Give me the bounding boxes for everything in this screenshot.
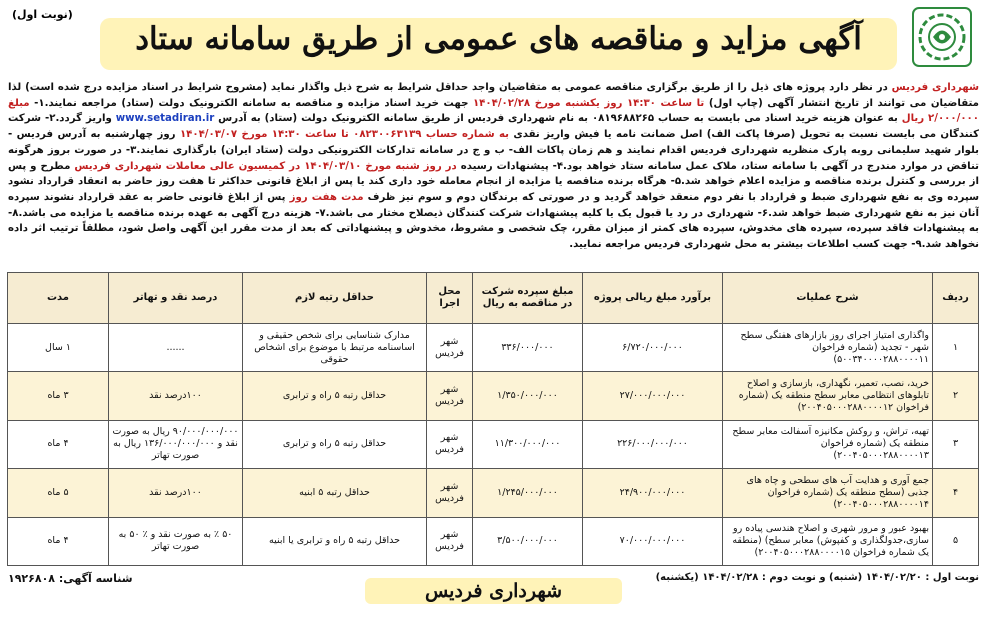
- intro-fee: مبلغ ۲/۰۰۰/۰۰۰ ریال: [8, 97, 979, 125]
- cell-operation: بهبود عبور و مرور شهری و اصلاح هندسی پیاده رو سازی،جدولگذاری و کفپوش) معابر سطح) (منطقه یک شماره فراخوان ۲۰۰۴۰۵۰۰۰۲۸۸۰۰۰۰۱۵): [723, 517, 933, 565]
- edition-label: (نوبت اول): [12, 8, 73, 21]
- cell-deposit: ۳/۵۰۰/۰۰۰/۰۰۰: [473, 517, 583, 565]
- table-row: [8, 420, 979, 468]
- cell-operation: واگذاری امتیاز اجرای روز بازارهای هفتگی سطح شهر - تجدید (شماره فراخوان ۵۰۰۳۴۰۰۰۰۲۸۸۰۰۰۰۱۱): [723, 324, 933, 372]
- header-estimate: برآورد مبلغ ریالی پروژه: [583, 273, 723, 324]
- cell-deposit: ۱۱/۳۰۰/۰۰۰/۰۰۰: [473, 420, 583, 468]
- intro-text: جهت خرید اسناد مزایده و مناقصه به سامانه الکترونیک دولت (ستاد) مراجعه نمایند.۱-: [29, 97, 473, 109]
- publication-dates: نوبت اول : ۱۴۰۴/۰۲/۲۰ (شنبه) و نوبت دوم : ۱۴۰۴/۰۲/۲۸ (یکشنبه): [655, 572, 979, 583]
- cell-estimate: ۷۰/۰۰۰/۰۰۰/۰۰۰: [583, 517, 723, 565]
- cell-deposit: ۳۳۶/۰۰۰/۰۰۰: [473, 324, 583, 372]
- header-deposit: مبلغ سپرده شرکت در مناقصه به ریال: [473, 273, 583, 324]
- intro-text: پس از ابلاغ قانونی حاضر به عقد قرارداد نشوند سپرده آنان نیز به نفع شهرداری ضبط خواهد شد.۶- شهرداری در رد یا قبول یک یا کلیه پیشنهادات شرکت کنندگان ذیصلاح مختار می باشد.۷- هزینه درج آگهی به عهده برنده مناقصه یا مزایده می باشد.۸- به پیشنهادات فاقد سپرده، سپرده های مخدوش، سپرده های کمتر از میزان مقرر، چک شخصی و مشروط، مخدوش و پیشنهاداتی که بعد از مدت مقرر این آگهی واصل شود، مطلقاً ترتیب اثر داده نخواهد شد.۹- جهت کسب اطلاعات بیشتر به محل شهرداری فردیس مراجعه نمایید.: [8, 191, 979, 251]
- cell-deposit: ۱/۲۴۵/۰۰۰/۰۰۰: [473, 469, 583, 517]
- cell-min-grade: حداقل رتبه ۵ راه و ترابری: [243, 420, 427, 468]
- cell-duration: ۵ ماه: [8, 469, 109, 517]
- tenders-table: [8, 272, 979, 566]
- header-row-num: ردیف: [933, 273, 979, 324]
- header-duration: مدت: [8, 273, 109, 324]
- intro-account: به شماره حساب ۰۸۲۳۰۰۶۳۱۳۹ تا ساعت ۱۴:۳۰ مورخ ۱۴۰۴/۰۳/۰۷: [179, 129, 509, 141]
- footer-org: [8, 578, 979, 604]
- cell-duration: ۴ ماه: [8, 517, 109, 565]
- intro-text: واریز گردد.۲- شرکت کنندگان می بایست نسبت به تحویل (صرفا پاکت الف) اصل ضمانت نامه یا فیش واریز نقدی: [8, 113, 979, 141]
- footer: [8, 566, 979, 614]
- cell-duration: ۳ ماه: [8, 372, 109, 420]
- cell-cash-percent: ۱۰۰درصد نقد: [109, 469, 243, 517]
- cell-duration: ۱ سال: [8, 324, 109, 372]
- page-title: [100, 4, 897, 74]
- footer-org-name: شهرداری فردیس: [365, 578, 622, 604]
- intro-org-name: شهرداری فردیس: [891, 82, 979, 93]
- intro-text: در نظر دارد پروژه های ذیل را از طریق برگزاری مناقصه عمومی به متقاضیان واجد حداقل شرایط به شرح ذیل واگذار نماید (مشروح شرایط در اسناد مزایده درج شده است) لذا متقاضیان می توانند از تاریخ انتشار آگهی (چاپ اول): [8, 82, 979, 109]
- cell-estimate: ۲۴/۹۰۰/۰۰۰/۰۰۰: [583, 469, 723, 517]
- cell-operation: جمع آوری و هدایت آب های سطحی و چاه های جذبی (سطح منطقه یک (شماره فراخوان ۲۰۰۴۰۵۰۰۰۲۸۸۰۰۰۰۱۴): [723, 469, 933, 517]
- table-header-row: [8, 273, 979, 324]
- cell-cash-percent: ۵۰ ٪ به صورت نقد و ٪ ۵۰ به صورت تهاتر: [109, 517, 243, 565]
- cell-estimate: ۲۲۶/۰۰۰/۰۰۰/۰۰۰: [583, 420, 723, 468]
- intro-commission: در روز شنبه مورخ ۱۴۰۴/۰۳/۱۰ در کمیسیون عالی معاملات شهرداری فردیس: [74, 160, 457, 172]
- table-row: [8, 517, 979, 565]
- cell-min-grade: حداقل رتبه ۵ ابنیه: [243, 469, 427, 517]
- header-operation: شرح عملیات: [723, 273, 933, 324]
- intro-text: روز چهارشنبه به آدرس فردیس - بلوار شهید سلیمانی روبه پارک منظریه شهرداری فردیس اقدام نمایند و هم زمان پاکات الف- ب و ج در سامانه تدارکات الکترونیکی دولت (ستاد ایران) بارگذاری نمایند.۳- در صورت بروز هرگونه تناقض در موارد مندرج در آگهی با سامانه ستاد، ملاک عمل سامانه ستاد خواهد بود.۴- پیشنهادات رسیده: [8, 129, 979, 172]
- cell-row-num: ۱: [933, 324, 979, 372]
- table-row: [8, 372, 979, 420]
- cell-cash-percent: ......: [109, 324, 243, 372]
- cell-location: شهر فردیس: [427, 372, 473, 420]
- cell-min-grade: حداقل رتبه ۵ راه و ترابری یا ابنیه: [243, 517, 427, 565]
- header-min-grade: حداقل رتبه لازم: [243, 273, 427, 324]
- cell-location: شهر فردیس: [427, 517, 473, 565]
- setad-link[interactable]: www.setadiran.ir: [115, 113, 215, 125]
- cell-min-grade: مدارک شناسایی برای شخص حقیقی و اساسنامه مرتبط با موضوع برای اشخاص حقوقی: [243, 324, 427, 372]
- table-row: [8, 469, 979, 517]
- header-location: محل اجرا: [427, 273, 473, 324]
- cell-operation: تهیه، تراش، و روکش مکانیزه آسفالت معابر سطح منطقه یک (شماره فراخوان ۲۰۰۴۰۵۰۰۰۲۸۸۰۰۰۰۱۳): [723, 420, 933, 468]
- cell-deposit: ۱/۳۵۰/۰۰۰/۰۰۰: [473, 372, 583, 420]
- cell-estimate: ۶/۷۲۰/۰۰۰/۰۰۰: [583, 324, 723, 372]
- cell-location: شهر فردیس: [427, 469, 473, 517]
- intro-text: مطرح و پس از بررسی و کنترل برنده مناقصه و مزایده اعلام خواهد شد.۵- هرگاه برنده مناقصه یا مزایده از انجام معامله خود داری کند یا پس از ابلاغ قانونی حداکثر تا هفت روز حاضر به انعقاد قرارداد نشود سپرده وی به نفع شهرداری ضبط و قرارداد با نفر دوم منعقد خواهد گردید و در صورتی که برندگان دوم و سوم نیز ظرف: [8, 160, 979, 203]
- cell-estimate: ۲۷/۰۰۰/۰۰۰/۰۰۰: [583, 372, 723, 420]
- intro-paragraph: [8, 80, 979, 272]
- cell-location: شهر فردیس: [427, 324, 473, 372]
- intro-text: به عنوان هزینه خرید اسناد می بایست به حساب ۰۸۱۹۶۸۸۲۶۵ به نام شهرداری فردیس از طریق سامانه الکترونیک دولت (ستاد) به آدرس: [214, 113, 902, 125]
- header-cash-percent: درصد نقد و تهاتر: [109, 273, 243, 324]
- cell-row-num: ۵: [933, 517, 979, 565]
- cell-row-num: ۴: [933, 469, 979, 517]
- table-row: [8, 324, 979, 372]
- cell-location: شهر فردیس: [427, 420, 473, 468]
- cell-cash-percent: ۹۰/۰۰۰/۰۰۰/۰۰۰ ریال به صورت نقد و ۱۳۶/۰۰۰/۰۰۰/۰۰۰ ریال به صورت تهاتر: [109, 420, 243, 468]
- cell-row-num: ۲: [933, 372, 979, 420]
- title-text: آگهی مزاید و مناقصه های عمومی از طریق سامانه ستاد: [135, 21, 862, 57]
- intro-deadline: تا ساعت ۱۴:۳۰ روز یکشنبه مورخ ۱۴۰۴/۰۲/۲۸: [472, 97, 705, 109]
- intro-seven-days: مدت هفت روز: [289, 191, 364, 203]
- cell-duration: ۴ ماه: [8, 420, 109, 468]
- municipality-logo: [911, 6, 973, 68]
- cell-cash-percent: ۱۰۰درصد نقد: [109, 372, 243, 420]
- cell-row-num: ۳: [933, 420, 979, 468]
- announcement-id: شناسه آگهی: ۱۹۲۶۸۰۸: [8, 572, 133, 585]
- cell-operation: خرید، نصب، تعمیر، نگهداری، بازسازی و اصلاح تابلوهای انتظامی معابر سطح منطقه یک (شماره فراخوان ۲۰۰۴۰۵۰۰۰۲۸۸۰۰۰۰۱۲): [723, 372, 933, 420]
- cell-min-grade: حداقل رتبه ۵ راه و ترابری: [243, 372, 427, 420]
